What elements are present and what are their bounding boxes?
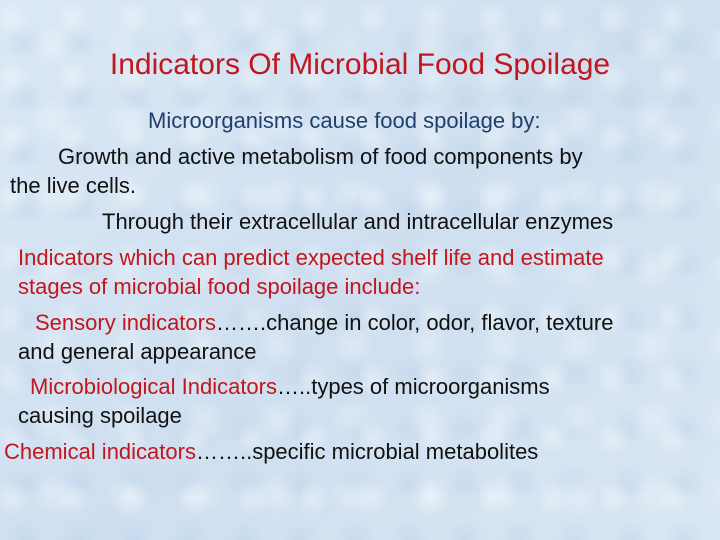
indicators-intro-line-2: stages of microbial food spoilage include: [18, 274, 421, 299]
sensory-indicator-text: …….change in color, odor, flavor, texture [215, 310, 614, 335]
microbiological-indicator-line-2: causing spoilage [18, 403, 182, 428]
sensory-indicator-label: Sensory indicators [35, 310, 216, 335]
chemical-indicator-label: Chemical indicators [4, 439, 196, 464]
chemical-indicator-line [4, 437, 538, 467]
indicators-intro-line-1: Indicators which can predict expected shelf life and estimate [18, 245, 604, 270]
microbiological-indicator-line [30, 372, 550, 402]
cause-growth-line-1: Growth and active metabolism of food components by [58, 144, 583, 169]
cause-enzymes-line: Through their extracellular and intracellular enzymes [102, 209, 614, 234]
chemical-indicator-text: ……..specific microbial metabolites [195, 439, 539, 464]
sensory-indicator-line-2: and general appearance [18, 339, 257, 364]
intro-line: Microorganisms cause food spoilage by: [148, 108, 541, 133]
microbiological-indicator-text: …..types of microorganisms [277, 374, 550, 399]
microbiological-indicator-label: Microbiological Indicators [30, 374, 277, 399]
sensory-indicator-line [35, 308, 613, 338]
cause-growth-line-2: the live cells. [10, 173, 136, 198]
slide-title: Indicators Of Microbial Food Spoilage [109, 48, 611, 81]
